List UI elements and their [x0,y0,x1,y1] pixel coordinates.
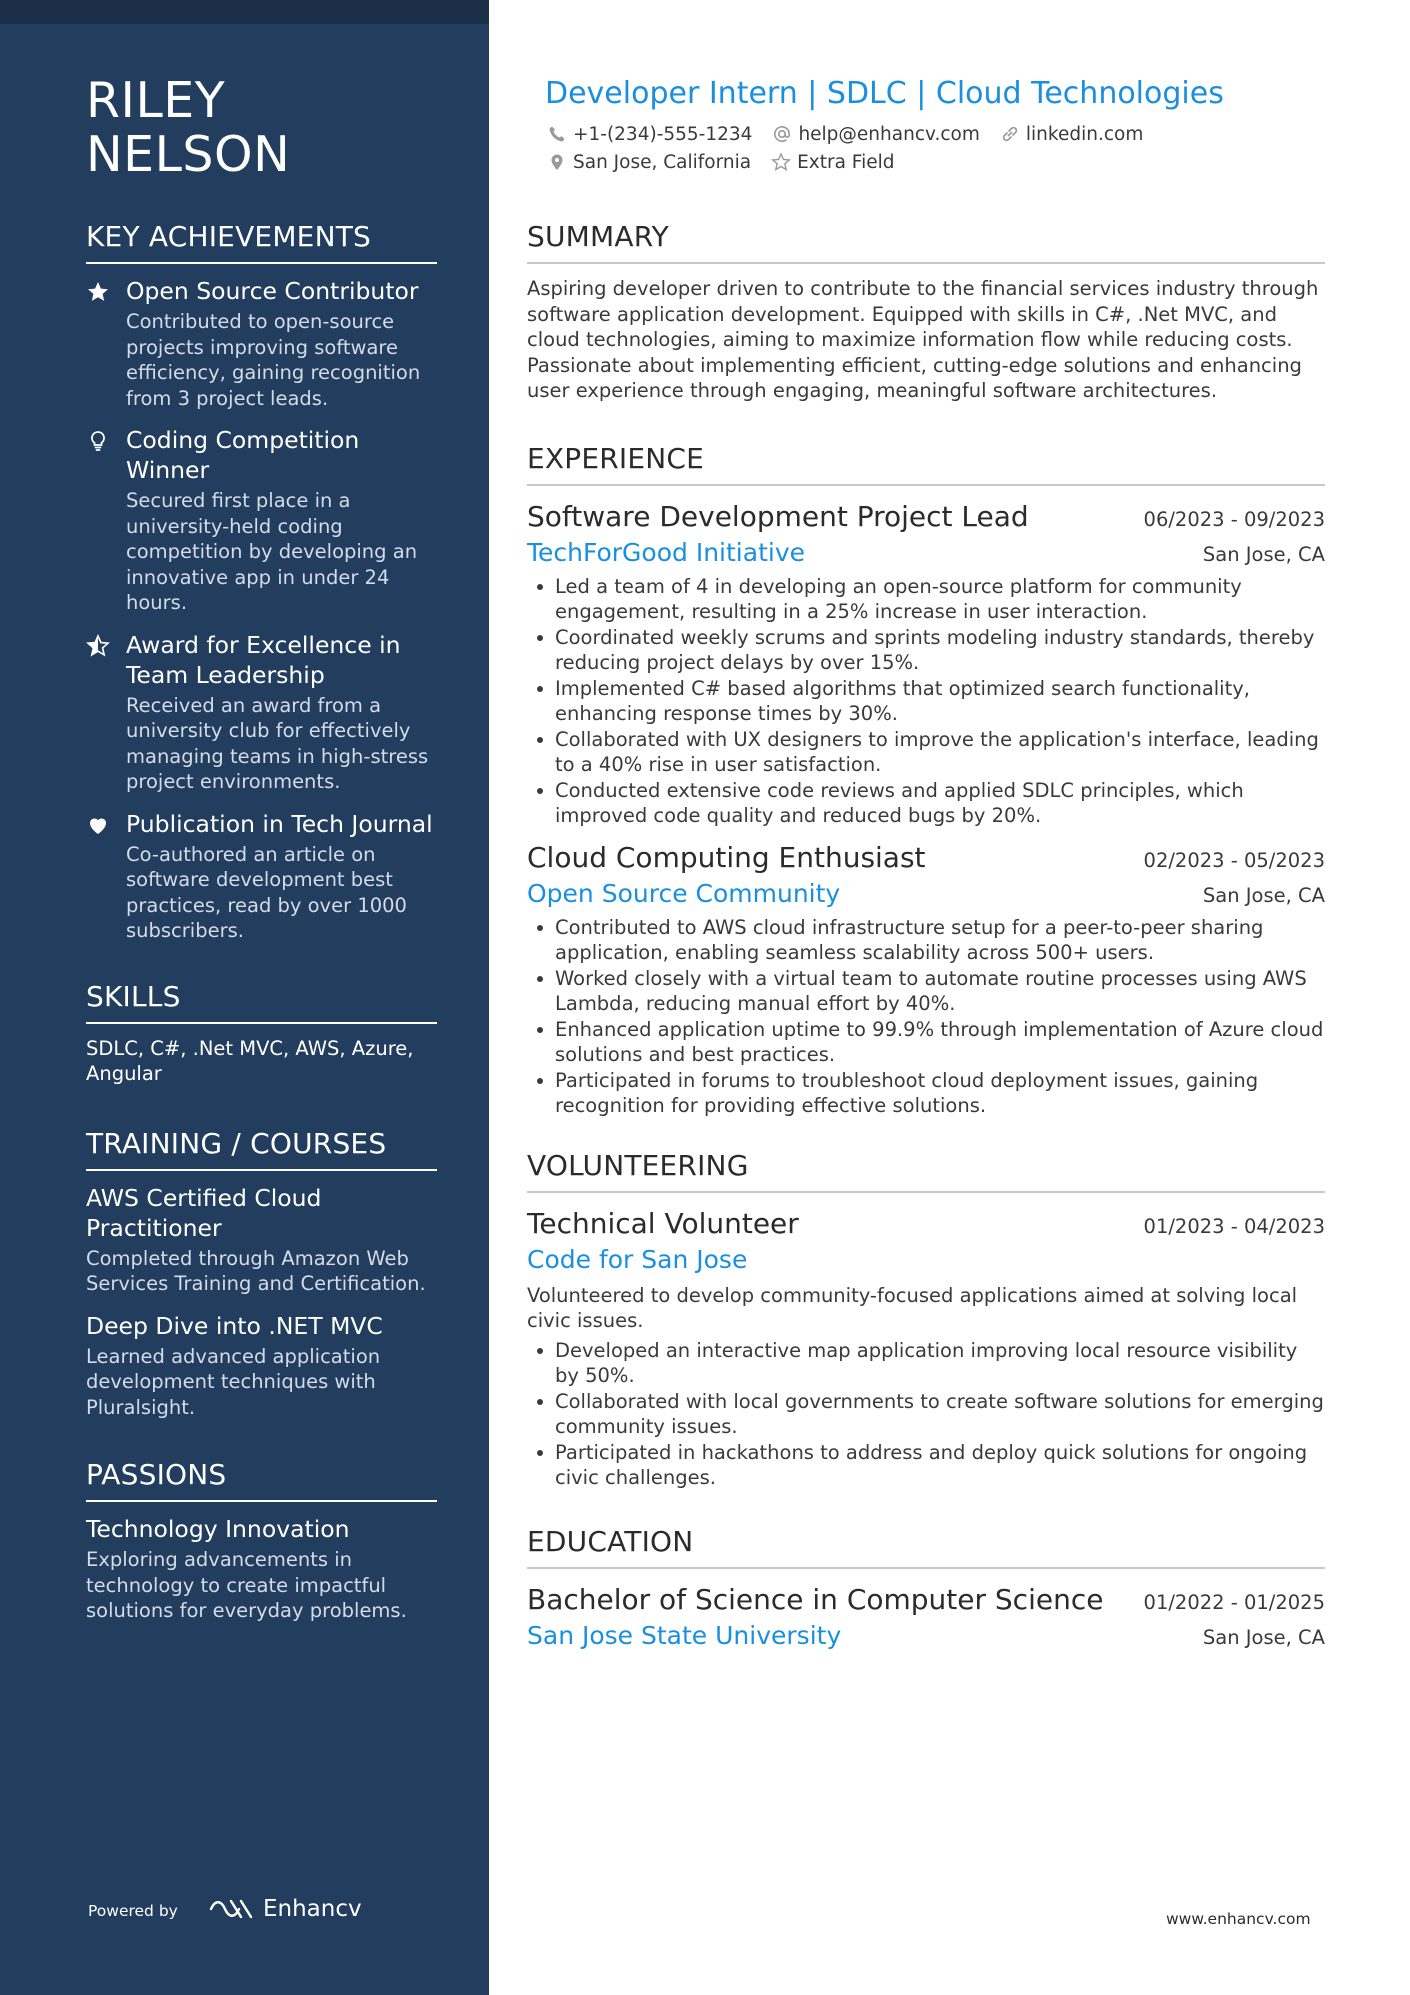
bullet-item: Collaborated with UX designers to improve the application's interface, leading to a 40% rise in user satisfaction. [527,727,1325,778]
passions-heading: PASSIONS [86,1458,437,1502]
email-contact[interactable] [772,124,979,145]
job-organization: TechForGood Initiative [527,537,805,567]
course-description: Learned advanced application development techniques with Pluralsight. [86,1344,381,1419]
location-contact [547,152,751,173]
email-address: help@enhancv.com [798,123,980,145]
course-description: Completed through Amazon Web Services Training and Certification. [86,1246,426,1295]
summary-section [527,220,1325,404]
job-bullets [527,915,1325,1119]
bullet-item: Coordinated weekly scrums and sprints modeling industry standards, thereby reducing project delays by over 15%. [527,625,1325,676]
training-heading: TRAINING / COURSES [86,1127,437,1171]
main-content [527,74,1325,1663]
achievement-item [86,276,437,411]
location-pin-icon [547,152,567,172]
at-icon [772,124,792,144]
summary-heading: SUMMARY [527,220,1325,264]
skills-section [86,980,437,1087]
job-entry [527,839,1325,1119]
bullet-item: Enhanced application uptime to 99.9% through implementation of Azure cloud solutions and best practices. [527,1017,1325,1068]
bullet-item: Participated in forums to troubleshoot cloud deployment issues, gaining recognition for providing effective solutions. [527,1068,1325,1119]
volunteering-heading: VOLUNTEERING [527,1149,1325,1193]
extra-field-contact [771,152,894,173]
location-text: San Jose, California [573,151,752,173]
course-title: AWS Certified Cloud Practitioner [86,1183,322,1242]
star-icon [86,280,110,304]
brand-name: Enhancv [263,1896,362,1922]
achievements-section [86,220,437,944]
phone-contact[interactable] [547,124,752,145]
achievement-description: Secured first place in a university-held coding competition by developing an innovative app in under 24 hours. [126,489,418,614]
volunteer-org-row [527,1243,1325,1277]
job-dates: 06/2023 - 09/2023 [1143,507,1325,531]
phone-icon [547,124,567,144]
half-star-icon [86,634,110,658]
link-icon [1000,124,1020,144]
achievement-item [86,809,437,944]
course-title: Deep Dive into .NET MVC [86,1311,383,1340]
volunteering-section [527,1149,1325,1491]
job-org-row [527,536,1325,570]
phone-number: +1-(234)-555-1234 [573,123,753,145]
first-name: RILEY [86,72,226,129]
education-heading: EDUCATION [527,1525,1325,1569]
volunteer-bullets [527,1338,1325,1491]
bullet-item: Contributed to AWS cloud infrastructure setup for a peer-to-peer sharing application, enabling seamless scalability across 500+ users. [527,915,1325,966]
achievement-title: Coding Competition Winner [126,426,360,484]
sidebar-content [86,74,437,1638]
passion-title: Technology Innovation [86,1515,350,1543]
candidate-name [86,74,437,182]
job-title: Software Development Project Lead [527,499,1029,533]
school-name: San Jose State University [527,1620,842,1650]
sidebar-top-bar [0,0,489,24]
star-outline-icon [771,152,791,172]
job-location: San Jose, CA [1202,883,1325,907]
achievements-heading: KEY ACHIEVEMENTS [86,220,437,264]
bullet-item: Implemented C# based algorithms that optimized search functionality, enhancing response times by 30%. [527,676,1325,727]
job-title: Cloud Computing Enthusiast [527,840,926,874]
school-location: San Jose, CA [1202,1625,1325,1649]
degree-title: Bachelor of Science in Computer Science [527,1582,1104,1616]
bullet-item: Worked closely with a virtual team to automate routine processes using AWS Lambda, reducing manual effort by 40%. [527,966,1325,1017]
job-organization: Open Source Community [527,878,841,908]
course-item [86,1183,437,1297]
footer-url[interactable]: www.enhancv.com [1166,1910,1311,1928]
skills-list: SDLC, C#, .Net MVC, AWS, Azure, Angular [86,1036,414,1085]
passion-description: Exploring advancements in technology to create impactful solutions for everyday problems. [86,1548,407,1622]
course-item [86,1311,437,1421]
volunteer-entry [527,1205,1325,1491]
education-dates: 01/2022 - 01/2025 [1143,1590,1325,1614]
summary-text: Aspiring developer driven to contribute to the financial services industry through software application development. Equipped with skills in C#, .Net MVC, and cloud technologies, aiming to maximize information flow while reducing costs. Passionate about implementing efficient, cutting-edge solutions and enhancing user experience through engaging, meaningful software architectures. [527,277,1319,402]
achievement-description: Contributed to open-source projects improving software efficiency, gaining recognition from 3 project leads. [126,310,421,410]
job-header-row [527,498,1325,536]
last-name: NELSON [86,126,291,183]
bullet-item: Conducted extensive code reviews and applied SDLC principles, which improved code quality and reduced bugs by 20%. [527,778,1325,829]
volunteer-organization: Code for San Jose [527,1244,748,1274]
achievement-description: Co-authored an article on software development best practices, read by over 1000 subscribers. [126,842,407,942]
volunteer-dates: 01/2023 - 04/2023 [1143,1214,1325,1238]
job-org-row [527,877,1325,911]
sidebar [0,0,489,1995]
job-header-row [527,839,1325,877]
job-bullets [527,574,1325,829]
skills-heading: SKILLS [86,980,437,1024]
bullet-item: Participated in hackathons to address and deploy quick solutions for ongoing civic challenges. [527,1440,1325,1491]
contact-row [547,120,1325,148]
passion-item [86,1514,437,1624]
lightbulb-icon [86,429,110,453]
linkedin-contact[interactable] [1000,124,1143,145]
achievement-item [86,630,437,795]
achievement-title: Award for Excellence in Team Leadership [126,630,401,689]
volunteer-header-row [527,1205,1325,1243]
bullet-item: Collaborated with local governments to create software solutions for emerging community issues. [527,1389,1325,1440]
powered-by-label: Powered by [88,1902,178,1920]
extra-field-text: Extra Field [797,151,895,173]
achievement-description: Received an award from a university club for effectively managing teams in high-stress project environments. [126,693,429,793]
heart-icon [86,813,110,837]
experience-heading: EXPERIENCE [527,442,1325,486]
job-entry [527,498,1325,829]
role-title: Developer Intern | SDLC | Cloud Technologies [545,76,1224,111]
enhancv-logo-icon [207,1896,255,1922]
passions-section [86,1458,437,1624]
experience-section [527,442,1325,1119]
contact-row [547,148,1325,176]
achievement-title: Publication in Tech Journal [126,809,433,838]
volunteer-title: Technical Volunteer [527,1206,799,1240]
enhancv-logo[interactable] [207,1896,362,1922]
education-entry [527,1581,1325,1653]
education-school-row [527,1619,1325,1653]
contact-info [547,120,1325,176]
bullet-item: Developed an interactive map application improving local resource visibility by 50%. [527,1338,1325,1389]
education-section [527,1525,1325,1653]
linkedin-url: linkedin.com [1025,123,1144,145]
bullet-item: Led a team of 4 in developing an open-source platform for community engagement, resulting in a 25% increase in user interaction. [527,574,1325,625]
job-dates: 02/2023 - 05/2023 [1143,848,1325,872]
job-location: San Jose, CA [1202,542,1325,566]
training-section [86,1127,437,1421]
education-header-row [527,1581,1325,1619]
achievement-title: Open Source Contributor [126,277,419,305]
volunteer-description: Volunteered to develop community-focused applications aimed at solving local civic issues. [527,1283,1298,1332]
achievement-item [86,425,437,616]
